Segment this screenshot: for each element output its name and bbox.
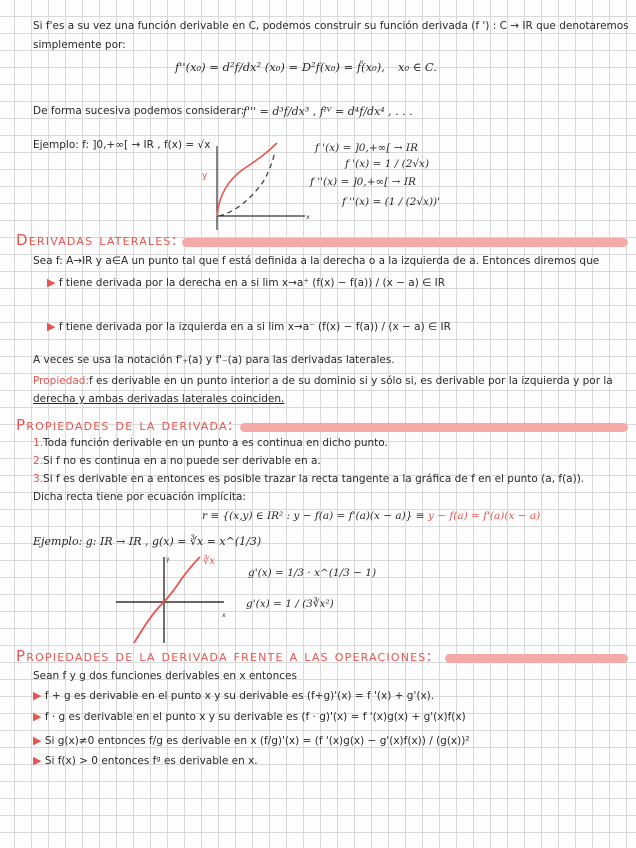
sqrt-curve [217, 143, 277, 216]
example-deriv-2: f '(x) = 1 / (2√x) [345, 158, 430, 170]
operations-intro: Sean f y g dos funciones derivables en x entonces [33, 670, 297, 682]
tangent-equation [202, 510, 540, 522]
item-text: Si f es derivable en a entonces es posible trazar la recta tangente a la gráfica de f en el punto (a, f(a)). [43, 473, 585, 485]
operation-text: f · g es derivable en el punto x y su derivable es (f · g)'(x) = f '(x)g(x) + g'(x)f(x) [44, 711, 466, 723]
sqrt-graph [202, 138, 315, 233]
cube-root-deriv-1: g'(x) = 1/3 · x^(1/3 − 1) [248, 567, 377, 579]
lateral-left [47, 320, 451, 333]
cube-root-curve-label: ∛x [203, 556, 216, 567]
successive-formula: f''' = d³f/dx³ , fᴵⱽ = d⁴f/dx⁴ , . . . [243, 105, 413, 118]
heading-highlight [240, 423, 628, 432]
y-axis-label: y [166, 556, 170, 563]
item-text: Toda función derivable en un punto a es continua en dicho punto. [43, 437, 388, 449]
bullet-triangle-icon: ▶ [33, 734, 42, 747]
second-derivative-domain: x₀ ∈ C. [398, 60, 437, 74]
lateral-heading: Derivadas laterales: [16, 231, 178, 249]
cube-root-graph [112, 555, 232, 645]
operation-quotient [33, 734, 470, 747]
intro-line-1: Si f'es a su vez una función derivable en C, podemos construir su función derivada (f ') : C → IR que denotaremos [33, 20, 629, 32]
operation-product [33, 710, 466, 723]
example-deriv-4: f ''(x) = (1 / (2√x))' [342, 196, 441, 208]
operation-text: Si f(x) > 0 entonces fᵍ es derivable en x. [44, 755, 258, 767]
property-item-1 [33, 437, 388, 449]
bullet-triangle-icon: ▶ [33, 710, 42, 723]
operation-sum [33, 689, 434, 702]
x-axis-label: x [222, 612, 226, 619]
tangent-eq-red: y − f(a) = f'(a)(x − a) [427, 510, 541, 522]
item-number: 2. [33, 455, 44, 467]
property-item-2 [33, 455, 321, 467]
cube-root-example-label: Ejemplo: g: IR → IR , g(x) = ∛x = x^(1/3) [33, 535, 262, 548]
intro-line-2: simplemente por: [33, 39, 126, 51]
item-number: 1. [33, 437, 44, 449]
operations-heading: Propiedades de la derivada frente a las operaciones: [16, 647, 433, 665]
heading-highlight [182, 238, 628, 247]
operation-text: Si g(x)≠0 entonces f/g es derivable en x (f/g)'(x) = (f '(x)g(x) − g'(x)f(x)) / (g(x))² [44, 735, 470, 747]
example-deriv-3: f ''(x) = ]0,+∞[ → IR [310, 176, 416, 188]
successive-text: De forma sucesiva podemos considerar: [33, 105, 245, 117]
x-axis-label: x [306, 214, 310, 221]
property-label: Propiedad: [33, 375, 90, 387]
operation-text: f + g es derivable en el punto x y su derivable es (f+g)'(x) = f '(x) + g'(x). [44, 690, 435, 702]
property [33, 375, 613, 387]
property-text-1: f es derivable en un punto interior a de su dominio si y sólo si, es derivable por la izquierda y por la [89, 375, 613, 387]
lateral-left-text: f tiene derivada por la izquierda en a si lim x→a⁻ (f(x) − f(a)) / (x − a) ∈ IR [58, 321, 451, 333]
cube-root-curve [134, 557, 200, 643]
cube-root-deriv-2: g'(x) = 1 / (3∛x²) [246, 598, 334, 610]
heading-highlight [445, 654, 628, 663]
operation-power [33, 754, 258, 767]
tangent-intro: Dicha recta tiene por ecuación implícita: [33, 491, 246, 503]
y-label-red: y [202, 171, 208, 181]
lateral-right-text: f tiene derivada por la derecha en a si lim x→a⁺ (f(x) − f(a)) / (x − a) ∈ IR [58, 277, 446, 289]
lateral-intro: Sea f: A→IR y a∈A un punto tal que f está definida a la derecha o a la izquierda de a. Entonces diremos que [33, 255, 600, 267]
property-item-3 [33, 473, 584, 485]
example-sqrt-label: Ejemplo: f: ]0,+∞[ → IR , f(x) = √x [33, 139, 211, 151]
second-derivative-formula: f''(x₀) = d²f/dx² (x₀) = D²f(x₀) = f̈(x₀), [175, 60, 385, 74]
bullet-triangle-icon: ▶ [47, 320, 56, 333]
lateral-right [47, 276, 445, 289]
bullet-triangle-icon: ▶ [33, 754, 42, 767]
bullet-triangle-icon: ▶ [47, 276, 56, 289]
property-text-2: derecha y ambas derivadas laterales coinciden. [33, 393, 285, 405]
item-text: Si f no es continua en a no puede ser derivable en a. [43, 455, 321, 467]
lateral-notation: A veces se usa la notación f'₊(a) y f'₋(a) para las derivadas laterales. [33, 354, 395, 366]
bullet-triangle-icon: ▶ [33, 689, 42, 702]
item-number: 3. [33, 473, 44, 485]
example-deriv-1: f '(x) = ]0,+∞[ → IR [315, 142, 418, 154]
tangent-eq-set: r ≡ {(x,y) ∈ IR² : y − f(a) = f'(a)(x − a)} ≡ [202, 510, 425, 522]
properties-heading: Propiedades de la derivada: [16, 416, 234, 434]
